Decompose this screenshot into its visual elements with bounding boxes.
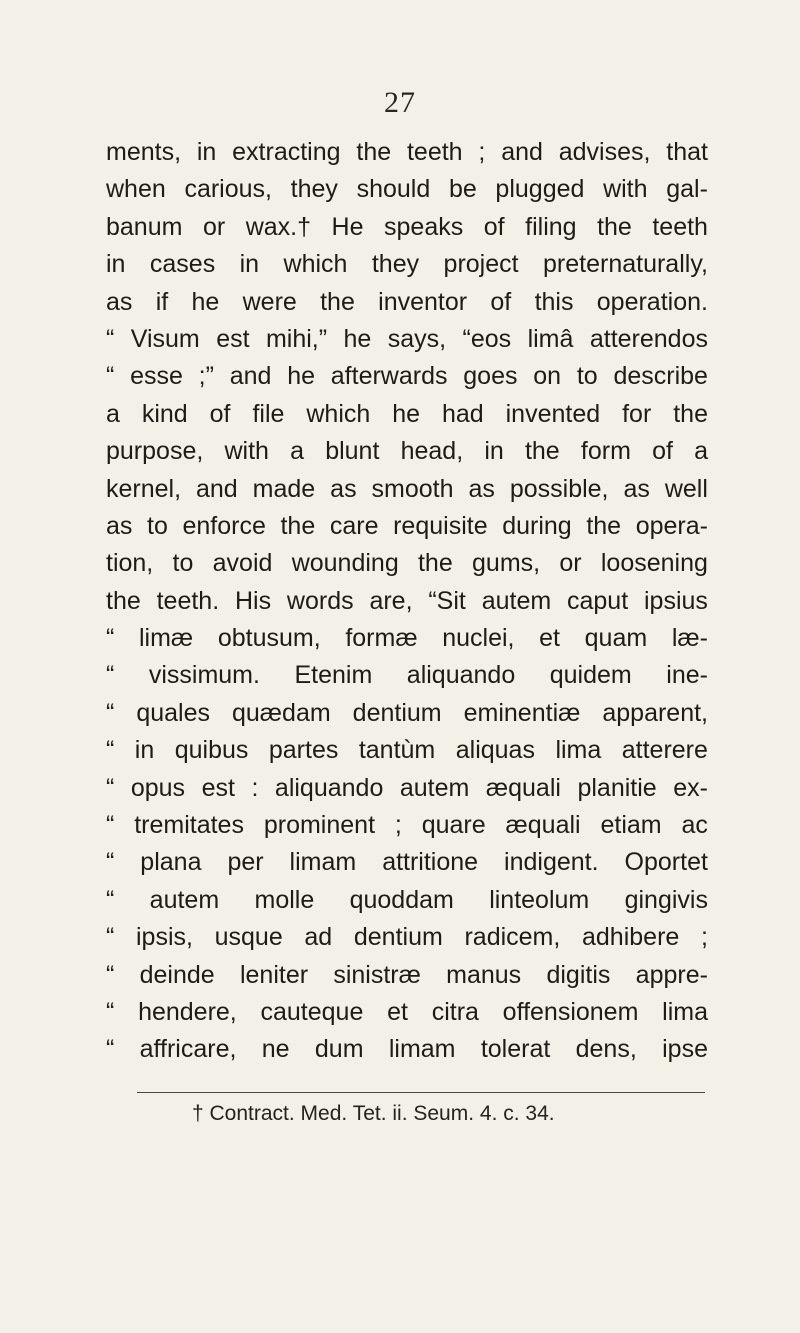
text-line: tion, to avoid wounding the gums, or loosening <box>106 549 708 578</box>
text-line: “ hendere, cauteque et citra offensionem lima <box>106 997 708 1026</box>
text-line: when carious, they should be plugged with gal- <box>106 175 708 204</box>
text-line: “ opus est : aliquando autem æquali planitie ex- <box>106 773 708 802</box>
text-line: “ limæ obtusum, formæ nuclei, et quam læ- <box>106 624 708 653</box>
text-line: “ Visum est mihi,” he says, “eos limâ atterendos <box>106 324 708 353</box>
text-line: “ deinde leniter sinistræ manus digitis appre- <box>106 960 708 989</box>
body-text <box>106 134 708 1069</box>
text-line: kernel, and made as smooth as possible, as well <box>106 474 708 503</box>
text-line: the teeth. His words are, “Sit autem caput ipsius <box>106 586 708 615</box>
text-line: in cases in which they project preternaturally, <box>106 250 708 279</box>
text-line: “ tremitates prominent ; quare æquali etiam ac <box>106 811 708 840</box>
text-line: purpose, with a blunt head, in the form of a <box>106 437 708 466</box>
page-number: 27 <box>384 86 416 119</box>
text-line: “ quales quædam dentium eminentiæ apparent, <box>106 698 708 727</box>
text-line: as to enforce the care requisite during the opera- <box>106 511 708 540</box>
text-line: “ autem molle quoddam linteolum gingivis <box>106 885 708 914</box>
text-line: “ ipsis, usque ad dentium radicem, adhibere ; <box>106 923 708 952</box>
text-line: “ in quibus partes tantùm aliquas lima atterere <box>106 736 708 765</box>
text-line: ments, in extracting the teeth ; and advises, that <box>106 138 708 166</box>
footnote: † Contract. Med. Tet. ii. Seum. 4. c. 34. <box>192 1102 555 1125</box>
text-line: banum or wax.† He speaks of filing the teeth <box>106 212 708 241</box>
text-line: “ vissimum. Etenim aliquando quidem ine- <box>106 661 708 690</box>
footnote-divider <box>137 1092 705 1093</box>
text-line: “ affricare, ne dum limam tolerat dens, ipse <box>106 1035 708 1064</box>
text-line: “ plana per limam attritione indigent. Oportet <box>106 848 708 877</box>
text-line: a kind of file which he had invented for the <box>106 399 708 428</box>
text-line: as if he were the inventor of this operation. <box>106 287 708 316</box>
text-line: “ esse ;” and he afterwards goes on to describe <box>106 362 708 391</box>
